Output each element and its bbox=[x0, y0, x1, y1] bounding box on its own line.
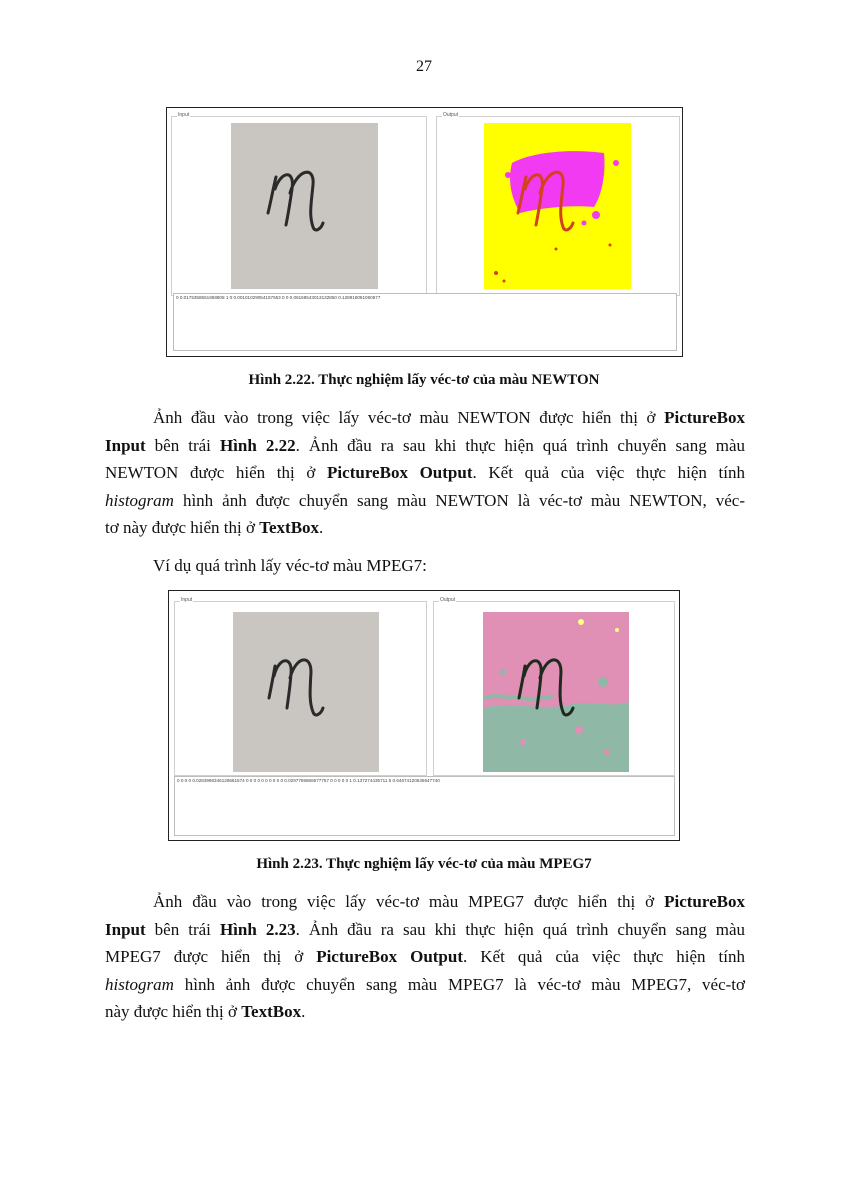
output-picturebox bbox=[484, 123, 631, 289]
output-groupbox bbox=[433, 597, 675, 776]
input-group-label: Input bbox=[178, 112, 190, 118]
paragraph-mpeg7: Ảnh đầu vào trong việc lấy véc-tơ màu MPEG7 được hiển thị ở PictureBox Input bên trái Hình 2.23. Ảnh đầu ra sau khi thực hiện quá trình chuyển sang màu MPEG7 được hiển thị ở PictureBox Output. Kết quả của việc thực hiện tính histogram hình ảnh được chuyển sang màu MPEG7 là véc-tơ màu MPEG7, véc-tơ này được hiển thị ở TextBox. bbox=[105, 892, 746, 1021]
vector-textbox[interactable] bbox=[174, 776, 675, 836]
figure-caption-2-22: Hình 2.22. Thực nghiệm lấy véc-tơ của màu NEWTON bbox=[248, 372, 600, 388]
figure-newton-screenshot bbox=[166, 107, 683, 357]
output-group-label: Output bbox=[440, 597, 456, 603]
input-groupbox bbox=[171, 112, 427, 296]
input-picturebox bbox=[233, 612, 379, 772]
vector-values: 0 0.0175358551868808 1 0 0.00101029054157553 0 0 0.06168543013132850 0.128818081060577 bbox=[176, 295, 381, 300]
output-picturebox bbox=[483, 612, 629, 772]
output-group-label: Output bbox=[443, 112, 459, 118]
paragraph-newton: Ảnh đầu vào trong việc lấy véc-tơ màu NEWTON được hiển thị ở PictureBox Input bên trái Hình 2.22. Ảnh đầu ra sau khi thực hiện quá trình chuyển sang màu NEWTON được hiển thị ở PictureBox Output. Kết quả của việc thực hiện tính histogram hình ảnh được chuyển sang màu NEWTON là véc-tơ màu NEWTON, véc- tơ này được hiển thị ở TextBox. bbox=[105, 408, 746, 537]
figure-caption-2-23: Hình 2.23. Thực nghiệm lấy véc-tơ của màu MPEG7 bbox=[256, 856, 592, 872]
vector-values: 0 0 0 0 0.0283996346128661574 0 0 0 0 0 0 0 0 0 0 0.0297786866677757 0 0 0 0 0 1 0.137274435711 5 0.64674120535647740 bbox=[177, 778, 440, 783]
example-intro: Ví dụ quá trình lấy véc-tơ màu MPEG7: bbox=[153, 556, 427, 575]
input-picturebox bbox=[231, 123, 378, 289]
page-number: 27 bbox=[416, 58, 432, 75]
output-groupbox bbox=[436, 112, 680, 296]
vector-textbox[interactable] bbox=[173, 293, 677, 351]
input-group-label: Input bbox=[181, 597, 193, 603]
input-groupbox bbox=[174, 597, 427, 776]
figure-mpeg7-screenshot bbox=[168, 590, 680, 841]
